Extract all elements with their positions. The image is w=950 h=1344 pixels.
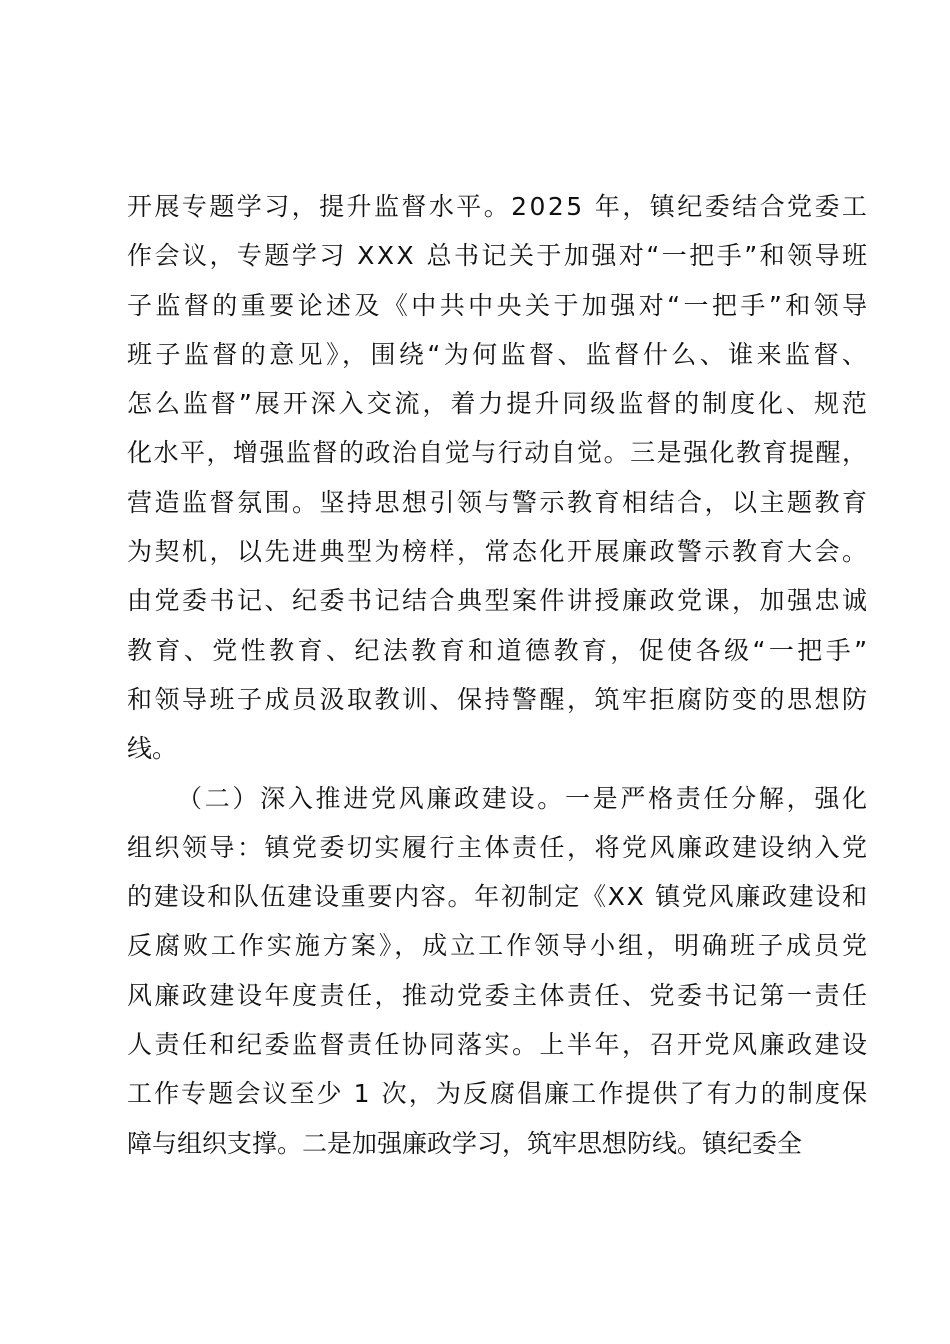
text-line: 障与组织支撑。二是加强廉政学习，筑牢思想防线。镇纪委全 [127, 1128, 803, 1158]
text-line: 教育、党性教育、纪法教育和道德教育，促使各级“一把手” [127, 635, 871, 665]
text-line: 线。 [127, 734, 178, 764]
text-line: 开展专题学习，提升监督水平。2025 年，镇纪委结合党委工 [127, 192, 870, 221]
text-line: 风廉政建设年度责任，推动党委主体责任、党委书记第一责任 [127, 980, 870, 1010]
text-line: 工作专题会议至少 1 次，为反腐倡廉工作提供了有力的制度保 [127, 1079, 870, 1109]
text-line: 人责任和纪委监督责任协同落实。上半年，召开党风廉政建设 [127, 1030, 870, 1060]
body-text [127, 182, 871, 1168]
text-line: 和领导班子成员汲取教训、保持警醒，筑牢拒腐防变的思想防 [127, 684, 870, 714]
text-line: （二）深入推进党风廉政建设。一是严格责任分解，强化 [177, 783, 870, 813]
text-line: 怎么监督”展开深入交流，着力提升同级监督的制度化、规范 [127, 389, 870, 419]
text-line: 组织领导：镇党委切实履行主体责任，将党风廉政建设纳入党 [127, 832, 870, 862]
text-line: 为契机，以先进典型为榜样，常态化开展廉政警示教育大会。 [127, 537, 870, 567]
text-line: 班子监督的意见》，围绕“为何监督、监督什么、谁来监督、 [127, 339, 871, 369]
text-line: 由党委书记、纪委书记结合典型案件讲授廉政党课，加强忠诚 [127, 586, 870, 616]
text-line: 作会议，专题学习 XXX 总书记关于加强对“一把手”和领导班 [127, 241, 870, 271]
text-line: 反腐败工作实施方案》，成立工作领导小组，明确班子成员党 [127, 931, 870, 961]
text-line: 子监督的重要论述及《中共中央关于加强对“一把手”和领导 [127, 290, 871, 320]
text-line: 营造监督氛围。坚持思想引领与警示教育相结合，以主题教育 [127, 487, 870, 517]
text-line: 化水平，增强监督的政治自觉与行动自觉。三是强化教育提醒， [127, 438, 869, 468]
text-line: 的建设和队伍建设重要内容。年初制定《XX 镇党风廉政建设和 [127, 882, 869, 912]
